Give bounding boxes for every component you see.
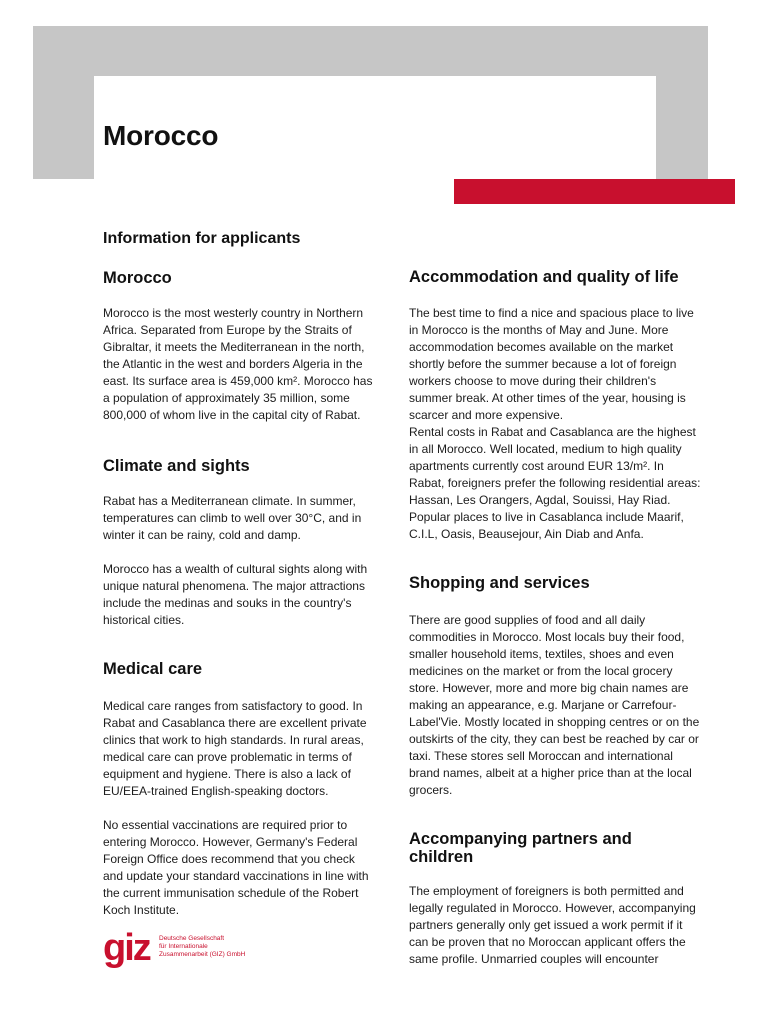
section-heading-accommodation: Accommodation and quality of life bbox=[409, 268, 679, 286]
section-heading-partners: Accompanying partners and children bbox=[409, 830, 632, 866]
giz-logo-line-2: für Internationale bbox=[159, 943, 208, 950]
section-text-accommodation-2: Rental costs in Rabat and Casablanca are the highest in all Morocco. Well located, medium to high quality apartments currently cost around EUR 13/m². In Rabat, foreigners prefer the following residential areas: Hassan, Les Orangers, Agdal, Souissi, Hay Riad. Popular places to live in Casablanca include Maarif, C.I.L, Oasis, Beausejour, Ain Diab and Anfa. bbox=[409, 425, 701, 541]
section-heading-medical: Medical care bbox=[103, 660, 203, 678]
section-text-medical-2: No essential vaccinations are required prior to entering Morocco. However, Germany's Federal Foreign Office does recommend that you check and update your standard vaccinations in line with the current immunisation schedule of the Robert Koch Institute. bbox=[103, 818, 369, 917]
section-text-accommodation-1: The best time to find a nice and spacious place to live in Morocco is the months of May and June. More accommodation becomes available on the market shortly before the summer because a lot of foreign workers choose to move during their children's summer break. At other times of the year, housing is scarcer and more expensive. bbox=[409, 306, 694, 422]
giz-logo-mark: giz bbox=[103, 927, 150, 969]
giz-logo-line-3: Zusammenarbeit (GIZ) GmbH bbox=[159, 951, 246, 958]
section-text-climate-2: Morocco has a wealth of cultural sights along with unique natural phenomena. The major attractions include the medinas and souks in the country's historical cities. bbox=[103, 562, 368, 627]
page-subtitle: Information for applicants bbox=[103, 230, 301, 247]
section-text-partners: The employment of foreigners is both permitted and legally regulated in Morocco. However, accompanying partners generally only get issued a work permit if it can be proven that no Moroccan applicant offers the same profile. Unmarried couples will encounter bbox=[409, 884, 696, 966]
section-heading-shopping: Shopping and services bbox=[409, 574, 590, 592]
page-title: Morocco bbox=[103, 120, 219, 151]
giz-logo-line-1: Deutsche Gesellschaft bbox=[159, 935, 225, 942]
section-text-shopping: There are good supplies of food and all daily commodities in Morocco. Most locals buy their food, smaller household items, textiles, shoes and even medicines on the market or from the local grocery store. However, more and more big chain names are making an appearance, e.g. Marjane or Carrefour-Label'Vie. Mostly located in shopping centres or on the outskirts of the city, they can best be reached by car or taxi. These stores sell Moroccan and international brand names, albeit at a higher price than at the local grocers. bbox=[409, 613, 700, 797]
section-text-climate-1: Rabat has a Mediterranean climate. In summer, temperatures can climb to well over 30°C, and in winter it can be rainy, cold and damp. bbox=[103, 494, 362, 542]
giz-logo bbox=[103, 928, 303, 973]
section-text-morocco: Morocco is the most westerly country in Northern Africa. Separated from Europe by the Straits of Gibraltar, it meets the Mediterranean in the north, the Atlantic in the west and borders Algeria in the east. Its surface area is 459,000 km². Morocco has a population of approximately 35 million, some 800,000 of whom live in the capital city of Rabat. bbox=[103, 306, 373, 422]
accent-bar bbox=[454, 179, 735, 204]
section-text-medical-1: Medical care ranges from satisfactory to good. In Rabat and Casablanca there are excellent private clinics that work to high standards. In rural areas, medical care can prove problematic in terms of equipment and hygiene. There is also a lack of EU/EEA-trained English-speaking doctors. bbox=[103, 699, 367, 798]
section-heading-morocco: Morocco bbox=[103, 269, 172, 287]
section-heading-climate: Climate and sights bbox=[103, 457, 250, 475]
giz-logo-text bbox=[159, 935, 245, 959]
